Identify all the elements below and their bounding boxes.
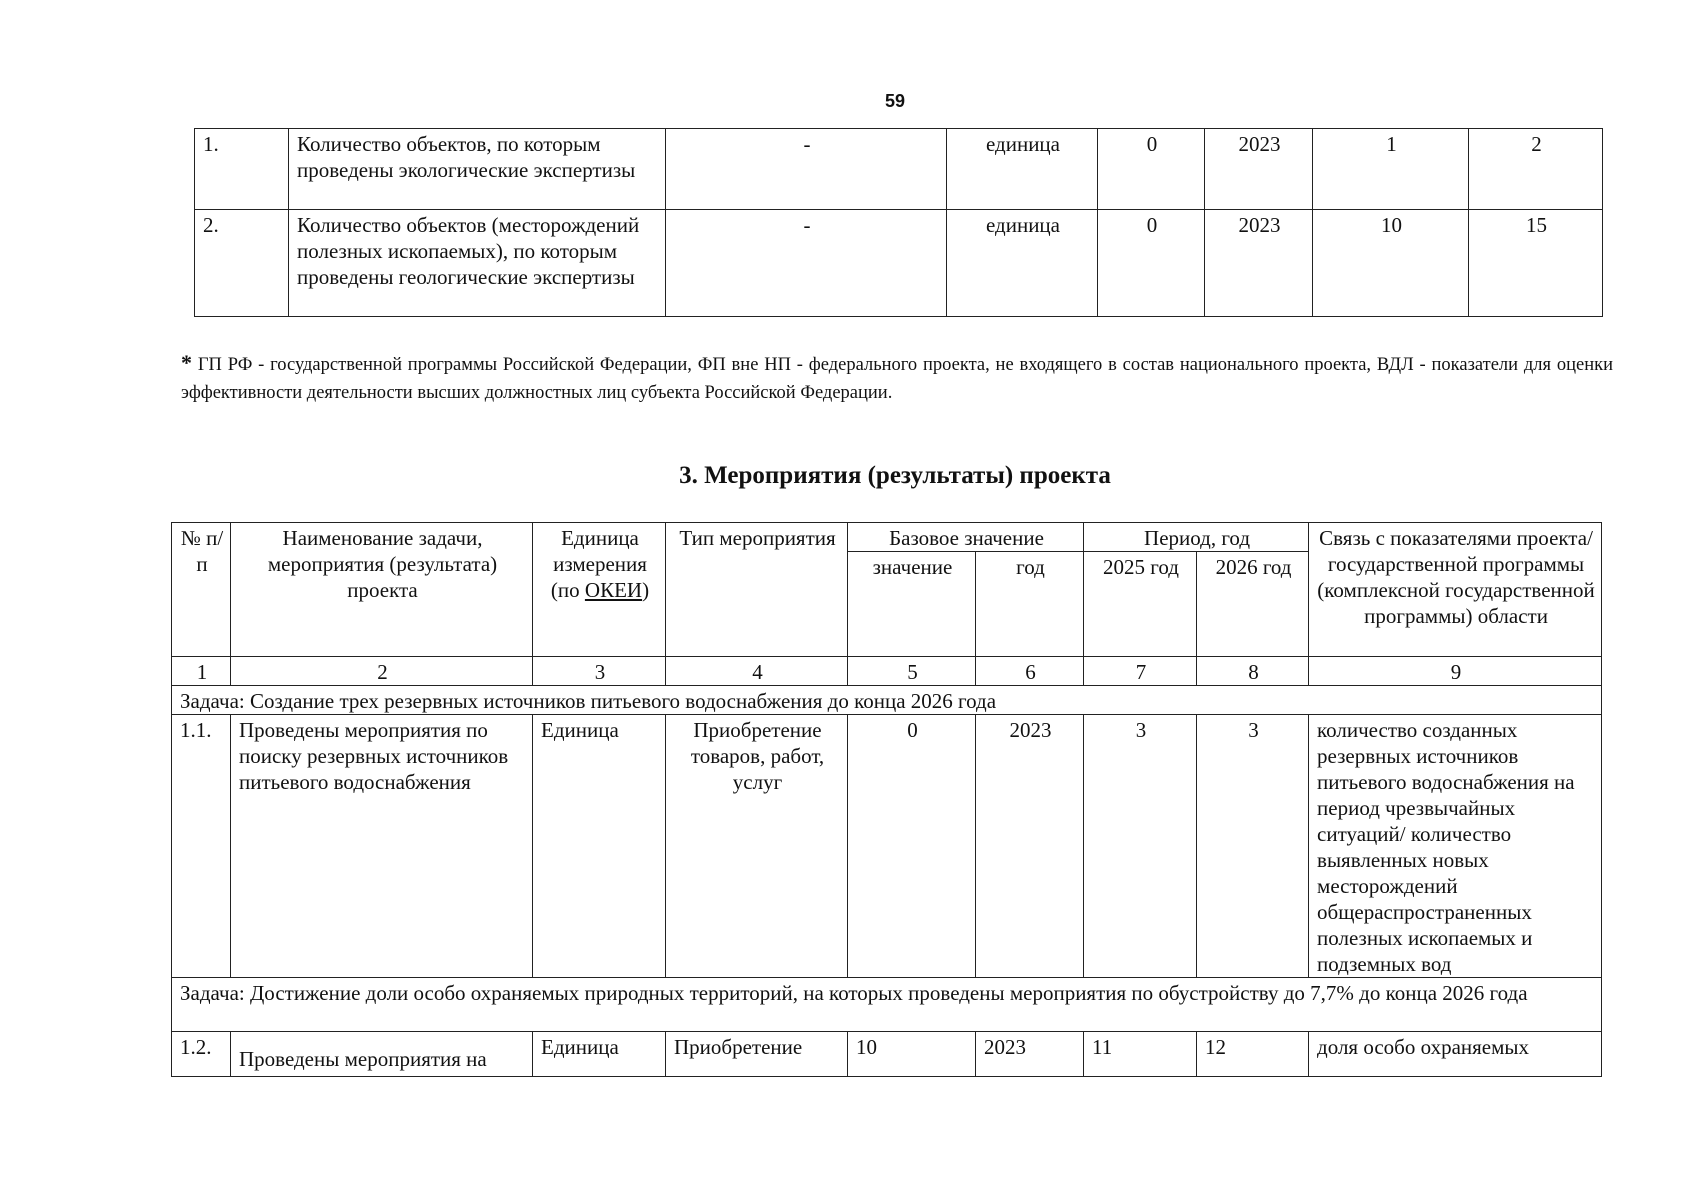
column-number: 4 [666, 657, 848, 686]
indicator-base-year: 2023 [1205, 210, 1313, 317]
indicator-value-2025: 1 [1313, 129, 1469, 210]
event-name: Проведены мероприятия по поиску резервных источников питьевого водоснабжения [231, 715, 533, 978]
indicators-table [194, 128, 1603, 317]
event-unit: Единица [533, 715, 666, 978]
footnote [181, 349, 1613, 407]
header-period: Период, год [1084, 523, 1309, 552]
header-unit-prefix: Единица измерения (по [550, 526, 647, 602]
column-number-row [172, 657, 1602, 686]
event-value-2026: 12 [1197, 1032, 1309, 1077]
event-base-value: 0 [848, 715, 976, 978]
section-title: 3. Мероприятия (результаты) проекта [679, 462, 1111, 489]
event-link: количество созданных резервных источников питьевого водоснабжения на период чрезвычайных ситуаций/ количество выявленных новых месторождений общераспространенных полезных ископаемых и подземных вод [1309, 715, 1602, 978]
event-num: 1.2. [172, 1032, 231, 1077]
event-value-2025: 11 [1084, 1032, 1197, 1077]
indicator-row [195, 129, 1603, 210]
indicator-base-value: 0 [1098, 129, 1205, 210]
event-value-2026: 3 [1197, 715, 1309, 978]
header-type: Тип мероприятия [666, 523, 848, 657]
header-row [172, 523, 1602, 552]
header-num: № п/п [172, 523, 231, 657]
event-base-value: 10 [848, 1032, 976, 1077]
indicator-level: - [666, 129, 947, 210]
event-type: Приобретение [666, 1032, 848, 1077]
header-base-value: значение [848, 552, 976, 657]
indicator-value-2026: 2 [1469, 129, 1603, 210]
indicator-unit: единица [947, 129, 1098, 210]
indicator-name: Количество объектов, по которым проведены экологические экспертизы [289, 129, 666, 210]
event-link: доля особо охраняемых [1309, 1032, 1602, 1077]
indicator-num: 1. [195, 129, 289, 210]
header-name: Наименование задачи, мероприятия (результата) проекта [231, 523, 533, 657]
header-base-year: год [976, 552, 1084, 657]
header-base: Базовое значение [848, 523, 1084, 552]
event-base-year: 2023 [976, 715, 1084, 978]
indicator-base-year: 2023 [1205, 129, 1313, 210]
task-row [172, 686, 1602, 715]
header-unit-suffix: ) [642, 578, 650, 602]
column-number: 2 [231, 657, 533, 686]
column-number: 3 [533, 657, 666, 686]
indicator-unit: единица [947, 210, 1098, 317]
column-number: 5 [848, 657, 976, 686]
task-label: Задача: Достижение доли особо охраняемых природных территорий, на которых проведены мероприятия по обустройству до 7,7% до конца 2026 года [172, 978, 1602, 1032]
column-number: 6 [976, 657, 1084, 686]
event-unit: Единица [533, 1032, 666, 1077]
page-number: 59 [884, 91, 906, 111]
event-base-year: 2023 [976, 1032, 1084, 1077]
event-row [172, 715, 1602, 978]
indicator-value-2026: 15 [1469, 210, 1603, 317]
task-label: Задача: Создание трех резервных источников питьевого водоснабжения до конца 2026 года [172, 686, 1602, 715]
event-value-2025: 3 [1084, 715, 1197, 978]
event-num: 1.1. [172, 715, 231, 978]
task-row [172, 978, 1602, 1032]
indicator-row [195, 210, 1603, 317]
header-unit [533, 523, 666, 657]
event-name: Проведены мероприятия на [231, 1032, 533, 1077]
okei-link[interactable]: ОКЕИ [584, 578, 643, 602]
event-row [172, 1032, 1602, 1077]
indicator-name: Количество объектов (месторождений полезных ископаемых), по которым проведены геологические экспертизы [289, 210, 666, 317]
header-year-2025: 2025 год [1084, 552, 1197, 657]
indicator-base-value: 0 [1098, 210, 1205, 317]
column-number: 8 [1197, 657, 1309, 686]
footnote-star: * [181, 350, 192, 375]
indicator-level: - [666, 210, 947, 317]
indicator-value-2025: 10 [1313, 210, 1469, 317]
events-table [171, 522, 1602, 1077]
indicator-num: 2. [195, 210, 289, 317]
header-link: Связь с показателями проекта/государственной программы (комплексной государственной программы) области [1309, 523, 1602, 657]
header-year-2026: 2026 год [1197, 552, 1309, 657]
event-type: Приобретение товаров, работ, услуг [666, 715, 848, 978]
column-number: 9 [1309, 657, 1602, 686]
footnote-text: ГП РФ - государственной программы Российской Федерации, ФП вне НП - федерального проекта, не входящего в состав национального проекта, ВДЛ - показатели для оценки эффективности деятельности высших должностных лиц субъекта Российской Федерации. [181, 355, 1614, 403]
column-number: 1 [172, 657, 231, 686]
column-number: 7 [1084, 657, 1197, 686]
